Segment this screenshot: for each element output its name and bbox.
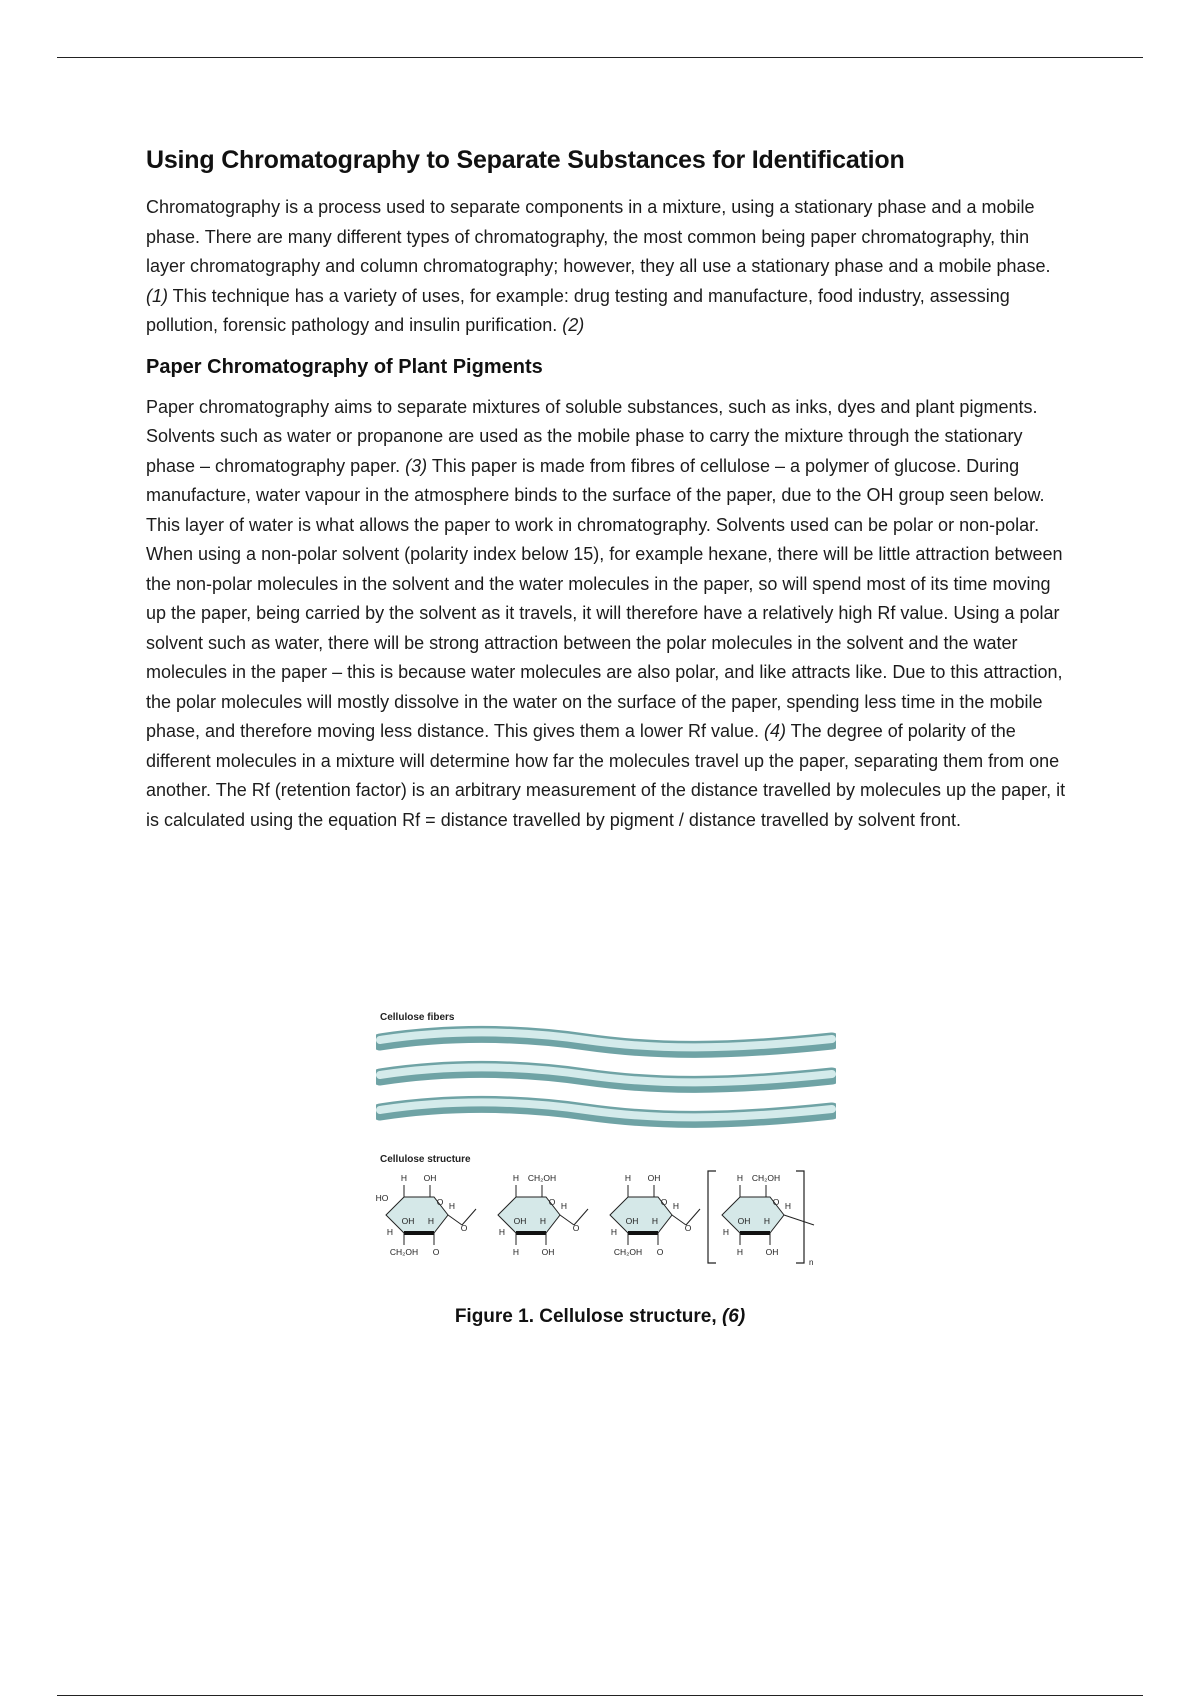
intro-text-1: Chromatography is a process used to separate components in a mixture, using a stationary phase and a mobile phase. There are many different types of chromatography, the most common being paper chromatography, thin layer chromatography and column chromatography; however, they all use a stationary phase and a mobile phase. bbox=[146, 197, 1051, 276]
atom-label: H bbox=[448, 1201, 456, 1211]
glucose-chain bbox=[376, 1171, 814, 1267]
repeat-bracket-left bbox=[708, 1171, 716, 1263]
atom-label: H bbox=[763, 1216, 771, 1226]
atom-label: OH bbox=[423, 1173, 437, 1183]
atom-label: OH bbox=[765, 1247, 779, 1257]
atom-label: H bbox=[560, 1201, 568, 1211]
atom-label: H bbox=[400, 1173, 408, 1183]
body-paragraph bbox=[146, 393, 1066, 836]
bottom-rule bbox=[57, 1695, 1143, 1696]
fibers-label: Cellulose fibers bbox=[380, 1012, 455, 1023]
atom-label: H bbox=[610, 1227, 618, 1237]
atom-label: H bbox=[624, 1173, 632, 1183]
top-rule bbox=[57, 57, 1143, 58]
atom-label: CH₂OH bbox=[751, 1173, 781, 1183]
ring-oxygen-label: O bbox=[660, 1197, 668, 1207]
atom-label: H bbox=[672, 1201, 680, 1211]
document-body bbox=[146, 146, 1066, 835]
caption-citation: (6) bbox=[721, 1306, 746, 1327]
citation-2: (2) bbox=[562, 315, 585, 335]
citation-3: (3) bbox=[405, 455, 428, 476]
glycosidic-bond bbox=[784, 1215, 814, 1225]
citation-1: (1) bbox=[146, 285, 168, 306]
atom-label: H bbox=[784, 1201, 792, 1211]
ring-oxygen-label: O bbox=[772, 1197, 780, 1207]
repeat-bracket-right bbox=[796, 1171, 804, 1263]
body-text-2: This paper is made from fibres of cellulose – a polymer of glucose. During manufacture, water vapour in the atmosphere binds to the surface of the paper, due to the OH group seen below. This layer of water is what allows the paper to work in chromatography. Solvents used can be polar or non-polar. When using a non-polar solvent (polarity index below 15), for example hexane, there will be little attraction between the non-polar molecules in the solvent and the water molecules in the paper, so will spend most of its time moving up the paper, being carried by the solvent as it travels, it will therefore have a relatively high Rf value. Using a polar solvent such as water, there will be strong attraction between the polar molecules in the solvent and the water molecules in the paper – this is because water molecules are also polar, and like attracts like. Due to this attraction, the polar molecules will mostly dissolve in the water on the surface of the paper, spending less time in the mobile phase, and therefore moving less distance. This gives them a lower Rf value. bbox=[146, 455, 1063, 741]
atom-label: H bbox=[427, 1216, 435, 1226]
atom-label: HO bbox=[376, 1193, 389, 1203]
intro-paragraph bbox=[146, 193, 1066, 341]
glycosidic-oxygen-label: O bbox=[572, 1223, 580, 1233]
atom-label: OH bbox=[625, 1216, 639, 1226]
section-heading: Paper Chromatography of Plant Pigments bbox=[146, 355, 543, 378]
atom-label: H bbox=[498, 1227, 506, 1237]
atom-label: OH bbox=[401, 1216, 415, 1226]
glycosidic-oxygen-label: O bbox=[684, 1223, 692, 1233]
caption-text: Figure 1. Cellulose structure, bbox=[454, 1306, 722, 1327]
atom-label: H bbox=[736, 1173, 744, 1183]
body-text-3: The degree of polarity of the different molecules in a mixture will determine how far the molecules travel up the paper, separating them from one another. The Rf (retention factor) is an arbitrary measurement of the distance travelled by molecules up the paper, it is calculated using the equation Rf = distance travelled by pigment / distance travelled by solvent front. bbox=[146, 721, 1066, 830]
ring-oxygen-label: O bbox=[436, 1197, 444, 1207]
atom-label: OH bbox=[737, 1216, 751, 1226]
atom-label: OH bbox=[541, 1247, 555, 1257]
atom-label: H bbox=[512, 1247, 520, 1257]
structure-label: Cellulose structure bbox=[380, 1154, 471, 1165]
citation-4: (4) bbox=[764, 721, 786, 741]
atom-label: CH₂OH bbox=[613, 1247, 643, 1257]
atom-label: H bbox=[386, 1227, 394, 1237]
figure-caption bbox=[0, 1306, 1200, 1328]
atom-label: CH₂OH bbox=[527, 1173, 557, 1183]
atom-label: O bbox=[656, 1247, 664, 1257]
glycosidic-oxygen-label: O bbox=[460, 1223, 468, 1233]
intro-text-2: This technique has a variety of uses, for example: drug testing and manufacture, food industry, assessing pollution, forensic pathology and insulin purification. bbox=[146, 285, 1010, 335]
atom-label: H bbox=[539, 1216, 547, 1226]
body-text-1: Paper chromatography aims to separate mixtures of soluble substances, such as inks, dyes and plant pigments. Solvents such as water or propanone are used as the mobile phase to carry the mixture through the stationary phase – chromatography paper. bbox=[146, 396, 1038, 476]
atom-label: CH₂OH bbox=[389, 1247, 419, 1257]
page-title: Using Chromatography to Separate Substances for Identification bbox=[146, 146, 905, 174]
atom-label: H bbox=[736, 1247, 744, 1257]
atom-label: H bbox=[651, 1216, 659, 1226]
atom-label: OH bbox=[513, 1216, 527, 1226]
atom-label: OH bbox=[647, 1173, 661, 1183]
cellulose-figure bbox=[376, 1008, 836, 1298]
ring-oxygen-label: O bbox=[548, 1197, 556, 1207]
repeat-subscript: n bbox=[809, 1258, 814, 1267]
atom-label: O bbox=[432, 1247, 440, 1257]
cellulose-diagram bbox=[376, 1008, 836, 1298]
atom-label: H bbox=[512, 1173, 520, 1183]
atom-label: H bbox=[722, 1227, 730, 1237]
